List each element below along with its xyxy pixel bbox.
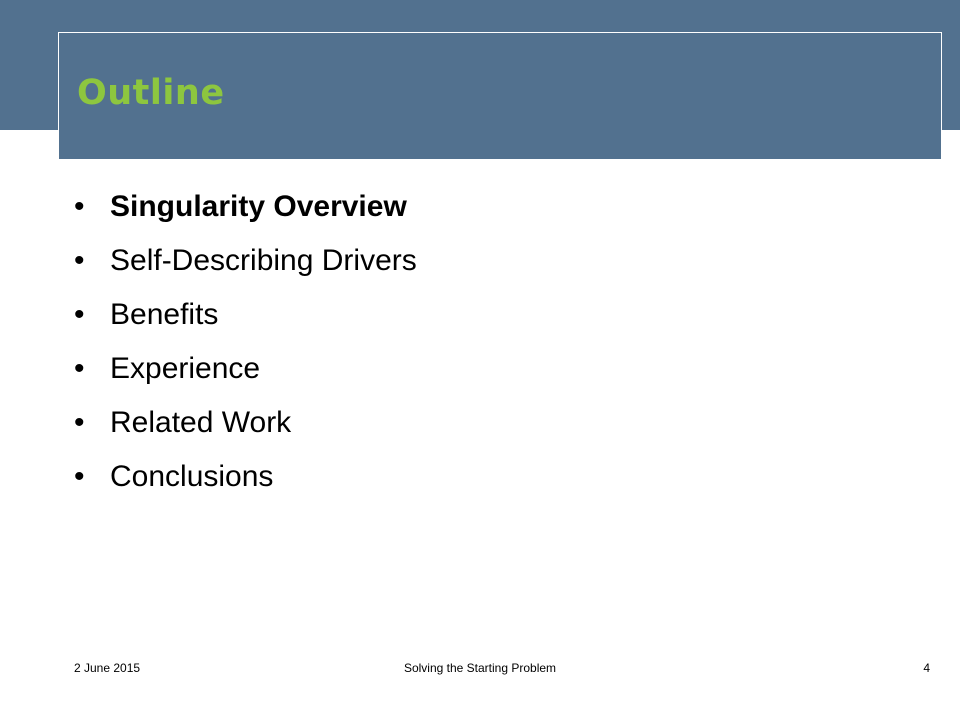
- outline-item-label: Conclusions: [110, 460, 274, 493]
- bullet-icon: •: [74, 460, 85, 493]
- slide-title: Outline: [77, 73, 225, 113]
- outline-item-singularity-overview: [74, 190, 417, 244]
- page-number: 4: [923, 661, 930, 675]
- outline-item-experience: [74, 352, 417, 406]
- outline-item-label: Singularity Overview: [110, 190, 407, 223]
- bullet-icon: •: [74, 298, 85, 331]
- bullet-icon: •: [74, 406, 85, 439]
- outline-list: [74, 190, 417, 514]
- bullet-icon: •: [74, 244, 85, 277]
- footer-title: Solving the Starting Problem: [403, 661, 557, 675]
- outline-item-label: Benefits: [110, 298, 219, 331]
- outline-item-self-describing-drivers: [74, 244, 417, 298]
- outline-item-label: Self-Describing Drivers: [110, 244, 417, 277]
- outline-item-benefits: [74, 298, 417, 352]
- bullet-icon: •: [74, 352, 85, 385]
- outline-item-conclusions: [74, 460, 417, 514]
- outline-item-related-work: [74, 406, 417, 460]
- title-box: [58, 32, 942, 160]
- outline-item-label: Experience: [110, 352, 261, 385]
- bullet-icon: •: [74, 190, 85, 223]
- outline-item-label: Related Work: [110, 406, 292, 439]
- footer-date: 2 June 2015: [74, 661, 141, 675]
